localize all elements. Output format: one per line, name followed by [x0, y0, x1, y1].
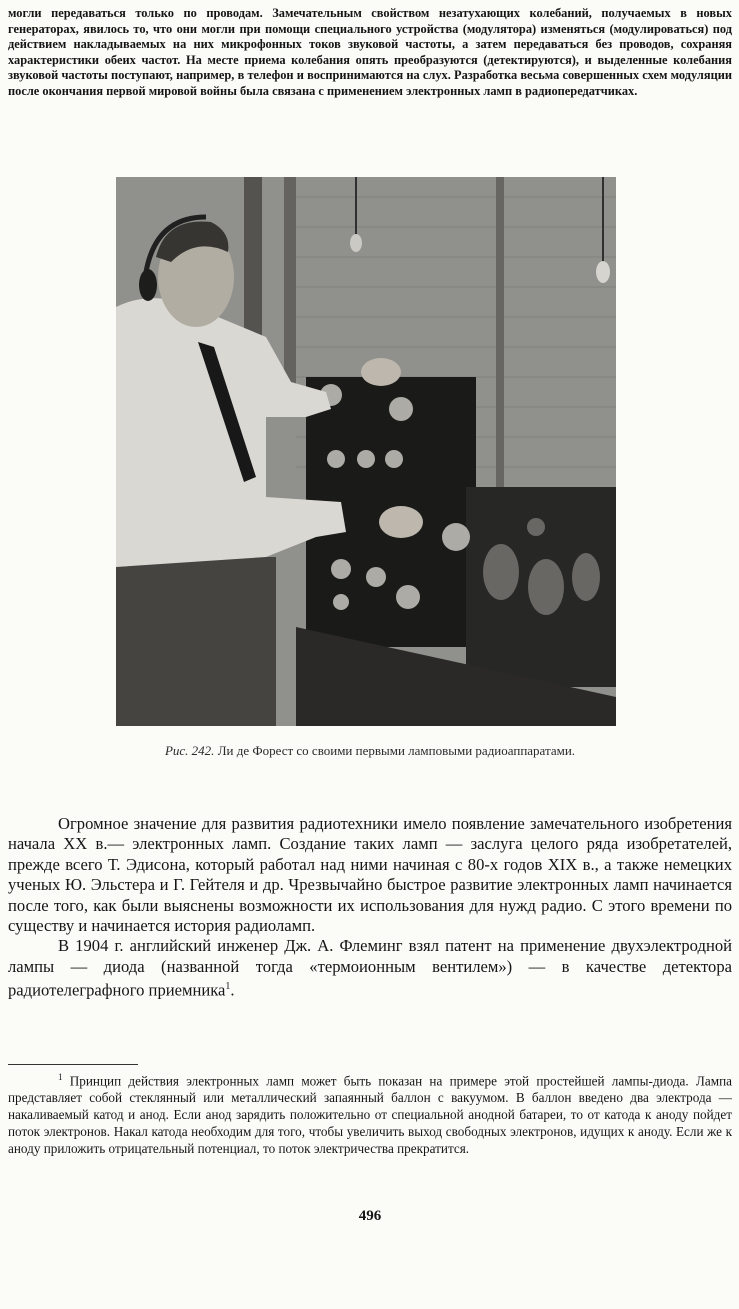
figure-number: Рис. 242. — [164, 743, 215, 758]
footnote — [8, 1069, 732, 1157]
page-number: 496 — [358, 1208, 382, 1224]
body-paragraph-2-text: В 1904 г. английский инженер Дж. А. Флеминг взял патент на применение двухэлектродной лампы — диода (названной тогда «термоионным вентилем») — в качестве детектора радиотелеграфного приемника — [8, 936, 732, 1000]
footnote-text: Принцип действия электронных ламп может быть показан на примере этой простейшей лампы-диода. Лампа представляет собой стеклянный или металлический запаянный баллон с вакуумом. В баллон введено два электрода — накаливаемый катод и анод. Если анод зарядить положительно от специальной анодной батареи, то от катода к аноду пойдет поток электронов. Накал катода необходим для того, чтобы увеличить выход свободных электронов, идущих к аноду. Если же к аноду приложить отрицательный потенциал, то поток электричества прекратится. — [8, 1073, 732, 1156]
footnote-marker: 1 — [58, 1072, 63, 1082]
top-paragraph: могли передаваться только по проводам. Замечательным свойством незатухающих колебаний, получаемых в новых генераторах, явилось то, что они могли при помощи специального устройства (модулятора) изменяться (модулироваться) под действием накладываемых на них микрофонных токов звуковой частоты, а затем передаваться без проводов, сохраняя характеристики обеих частот. На месте приема колебания опять преобразуются (детектируются), и выделенные колебания звуковой частоты поступают, например, в телефон и воспринимаются на слух. Разработка весьма совершенных схем модуляции после окончания первой мировой войны была связана с применением электронных ламп в радиопередатчиках. — [8, 6, 732, 98]
body-paragraph-2-end: . — [230, 980, 235, 1000]
figure-photo — [116, 177, 616, 726]
figure-caption-text: Ли де Форест со своими первыми ламповыми радиоаппаратами. — [217, 743, 576, 758]
body-paragraph-1: Огромное значение для развития радиотехники имело появление замечательного изобретения начала XX в.— электронных ламп. Создание таких ламп — заслуга целого ряда изобретателей, прежде всего Т. Эдисона, который работал над ними начиная с 80-х годов XIX в., а также немецких ученых Ю. Эльстера и Г. Гейтеля и др. Чрезвычайно быстрое развитие электронных ламп начинается после того, как были выяснены возможности их использования для нужд радио. С этого времени по существу и начинается история радиоламп. — [8, 814, 732, 936]
footnote-reference: 1 — [225, 981, 231, 993]
body-text — [8, 814, 732, 1001]
page — [8, 6, 732, 100]
footnote-divider — [8, 1064, 138, 1065]
body-paragraph-2 — [8, 936, 732, 1001]
figure-caption — [130, 742, 610, 759]
